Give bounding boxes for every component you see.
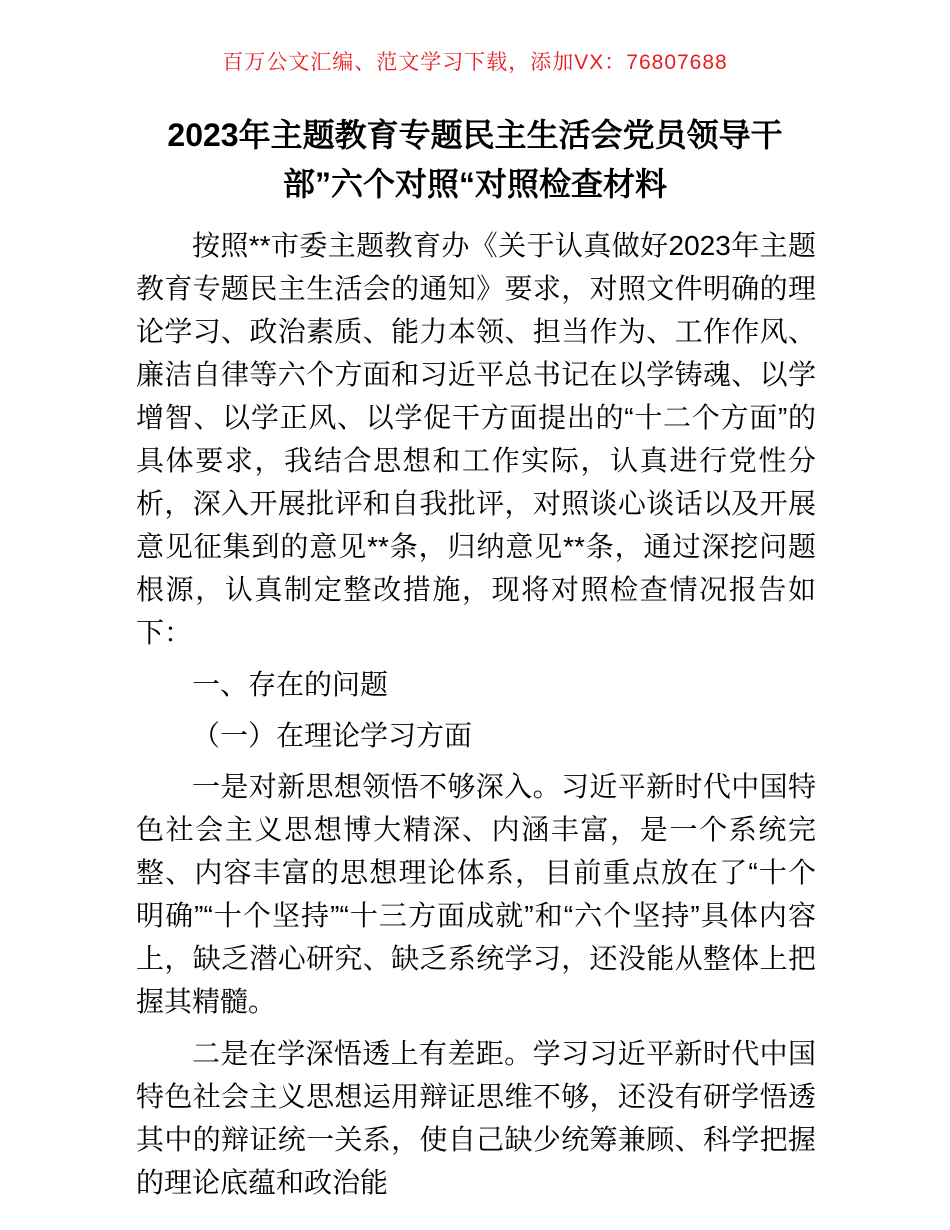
document-title [0,111,950,209]
section-heading-problems: 一、存在的问题 [192,669,389,700]
paragraph-point-one: 一是对新思想领悟不够深入。习近平新时代中国特色社会主义思想博大精深、内涵丰富，是一个系统完整、内容丰富的思想理论体系，目前重点放在了“十个明确”“十个坚持”“十三方面成就”和“六个坚持”具体内容上，缺乏潜心研究、缺乏系统学习，还没能从整体上把握其精髓。 [136,771,816,1017]
document-body [136,224,816,1204]
paragraph-intro: 按照**市委主题教育办《关于认真做好2023年主题教育专题民主生活会的通知》要求，对照文件明确的理论学习、政治素质、能力本领、担当作为、工作作风、廉洁自律等六个方面和习近平总书记在以学铸魂、以学增智、以学正风、以学促干方面提出的“十二个方面”的具体要求，我结合思想和工作实际，认真进行党性分析，深入开展批评和自我批评，对照谈心谈话以及开展意见征集到的意见**条，归纳意见**条，通过深挖问题根源，认真制定整改措施，现将对照检查情况报告如下： [136,230,816,648]
document-title-line-1: 2023年主题教育专题民主生活会党员领导干 [167,117,783,153]
subsection-heading-theory-study: （一）在理论学习方面 [192,720,473,751]
document-title-line-2: 部”六个对照“对照检查材料 [282,166,667,202]
ad-notice-banner: 百万公文汇编、范文学习下载，添加VX：76807688 [222,51,728,74]
paragraph-point-two: 二是在学深悟透上有差距。学习习近平新时代中国特色社会主义思想运用辩证思维不够，还没有研学悟透其中的辩证统一关系，使自己缺少统筹兼顾、科学把握的理论底蕴和政治能 [136,1038,816,1198]
